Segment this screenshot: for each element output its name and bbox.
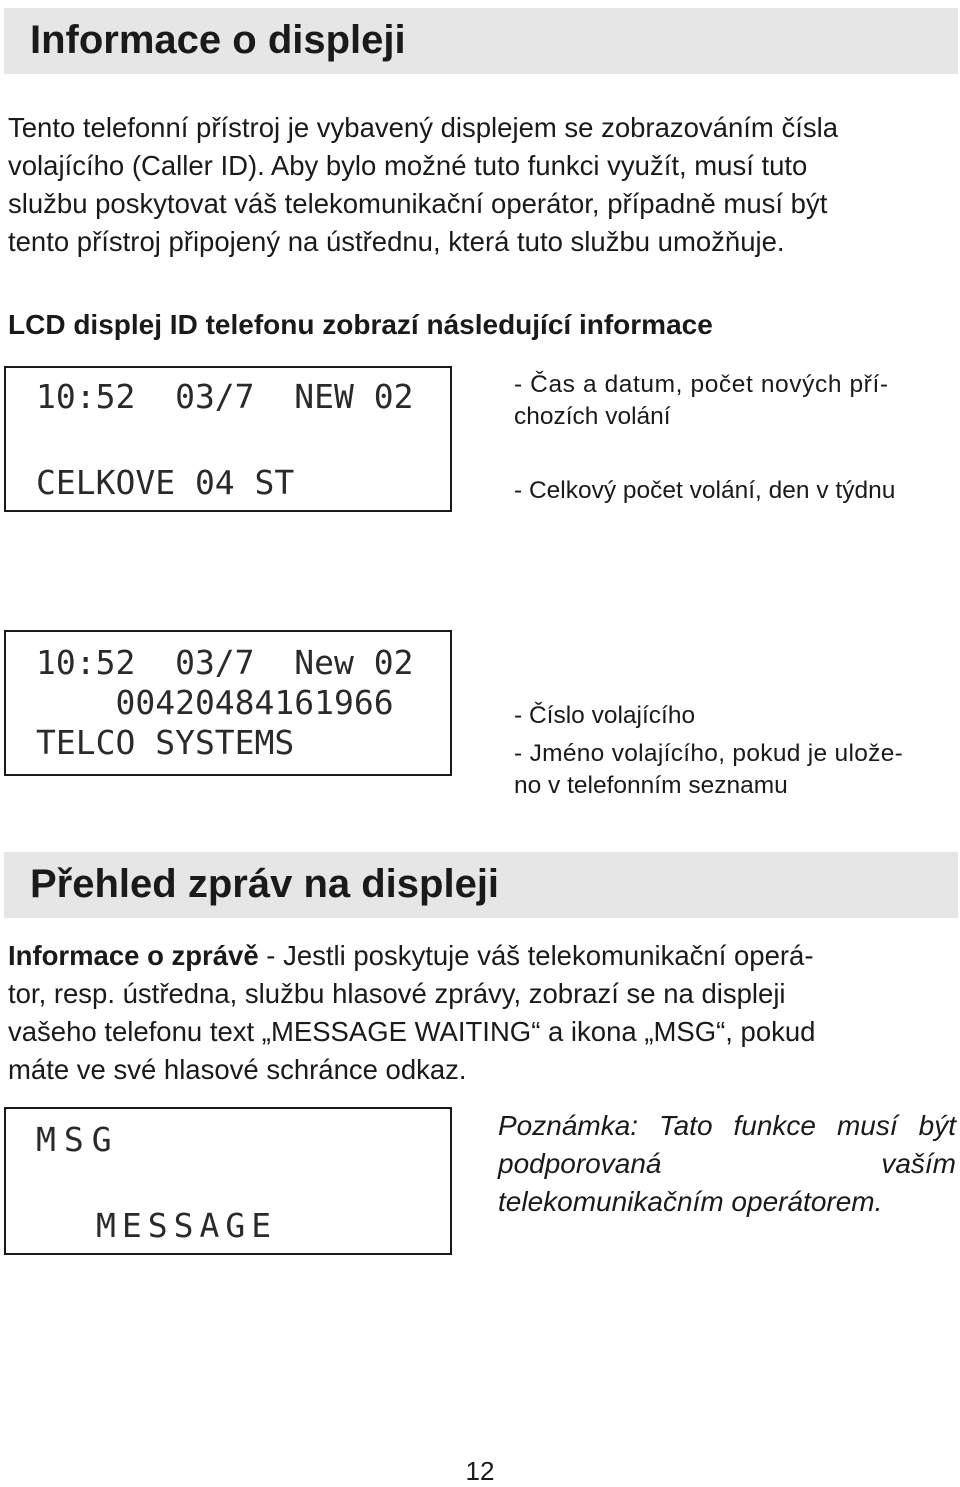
section-title: Přehled zpráv na displeji: [30, 862, 500, 906]
intro-line: volajícího (Caller ID). Aby bylo možné tuto funkci využít, musí tuto: [8, 150, 808, 181]
lcd-display-caller: [4, 630, 452, 776]
lcd-line-caller-number: 00420484161966: [36, 683, 394, 722]
paragraph-line: vašeho telefonu text „MESSAGE WAITING“ a ikona „MSG“, pokud: [8, 1016, 816, 1047]
section-header-band: [4, 852, 958, 918]
lcd1-description-time: [514, 369, 954, 433]
lcd-line-time-date-new: 10:52 03/7 NEW 02: [36, 377, 414, 416]
lcd-line-total-calls: CELKOVE 04 ST: [36, 463, 295, 502]
intro-line: Tento telefonní přístroj je vybavený displejem se zobrazováním čísla: [8, 112, 838, 143]
paragraph-text: - Jestli poskytuje váš telekomunikační operá-: [258, 940, 814, 971]
section-title: Informace o displeji: [30, 18, 406, 62]
paragraph-line: tor, resp. ústředna, službu hlasové zprávy, zobrazí se na displeji: [8, 978, 786, 1009]
lcd1-description-total: - Celkový počet volání, den v týdnu: [514, 477, 896, 504]
lcd-subheading: LCD displej ID telefonu zobrazí následující informace: [8, 309, 713, 340]
paragraph-line: [8, 937, 952, 975]
paragraph-line: máte ve své hlasové schránce odkaz.: [8, 1054, 467, 1085]
lcd-display-message: [4, 1107, 452, 1255]
lcd-line-caller-name: TELCO SYSTEMS: [36, 723, 295, 762]
message-paragraph: [8, 937, 952, 1089]
page-number: 12: [465, 1456, 495, 1486]
lcd2-description-number: - Číslo volajícího: [514, 702, 696, 729]
intro-line: tento přístroj připojený na ústřednu, která tuto službu umožňuje.: [8, 226, 785, 257]
lcd-display-summary: [4, 366, 452, 512]
intro-paragraph: [8, 109, 952, 261]
lcd-line-time-date-new: 10:52 03/7 New 02: [36, 643, 414, 682]
description-line: chozích volání: [514, 403, 671, 430]
lcd-line-message: MESSAGE: [96, 1206, 278, 1245]
description-line: - Čas a datum, počet nových pří-: [514, 371, 889, 398]
note-text: Poznámka: Tato funkce musí být podporovaná vaším telekomunikačním operátorem.: [498, 1110, 956, 1217]
intro-line: službu poskytovat váš telekomunikační operátor, případně musí být: [8, 188, 828, 219]
lcd2-description-name: [514, 738, 954, 802]
lcd-line-msg: MSG: [36, 1120, 120, 1159]
description-line: no v telefonním seznamu: [514, 772, 788, 799]
bold-lead: Informace o zprávě: [8, 940, 259, 971]
description-line: - Jméno volajícího, pokud je ulože-: [514, 740, 904, 767]
section-header-band: [4, 8, 958, 74]
